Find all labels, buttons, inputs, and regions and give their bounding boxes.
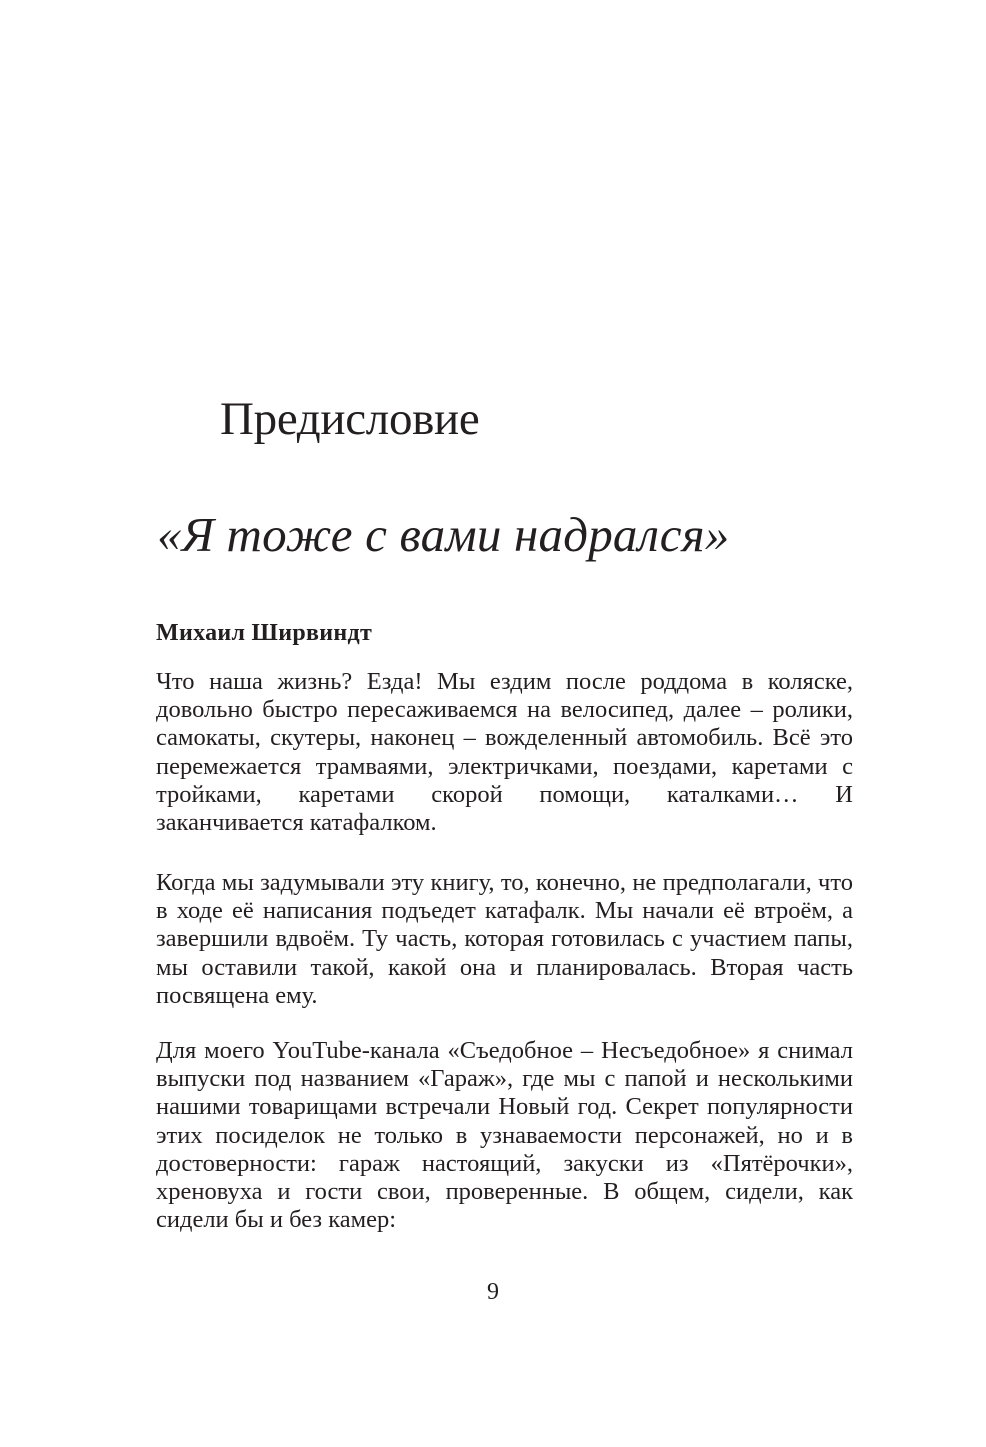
- chapter-label: Предисловие: [220, 393, 480, 445]
- author-name: Михаил Ширвиндт: [156, 620, 373, 646]
- paragraph-2: Когда мы задумывали эту книгу, то, конечно, не предполагали, что в ходе её написания подъедет катафалк. Мы начали её втроём, а завершили вдвоём. Ту часть, которая готовилась с участием папы, мы оставили такой, какой она и планировалась. Вторая часть посвящена ему.: [156, 869, 853, 1009]
- paragraph-3: Для моего YouTube-канала «Съедобное – Несъедобное» я снимал выпуски под названием «Гараж», где мы с папой и несколькими нашими товарищами встречали Новый год. Секрет популярности этих посиделок не только в узнаваемости персонажей, но и в достоверности: гараж настоящий, закуски из «Пятёрочки», хреновуха и гости свои, проверенные. В общем, сидели, как сидели бы и без камер:: [156, 1037, 853, 1234]
- page-number: 9: [487, 1279, 499, 1305]
- chapter-title: «Я тоже с вами надрался»: [157, 507, 730, 562]
- paragraph-1: Что наша жизнь? Езда! Мы ездим после роддома в коляске, довольно быстро пересаживаемся на велосипед, далее – ролики, самокаты, скутеры, наконец – вожделенный автомобиль. Всё это перемежается трамваями, электричками, поездами, каретами с тройками, каретами скорой помощи, каталками… И заканчивается катафалком.: [156, 668, 853, 837]
